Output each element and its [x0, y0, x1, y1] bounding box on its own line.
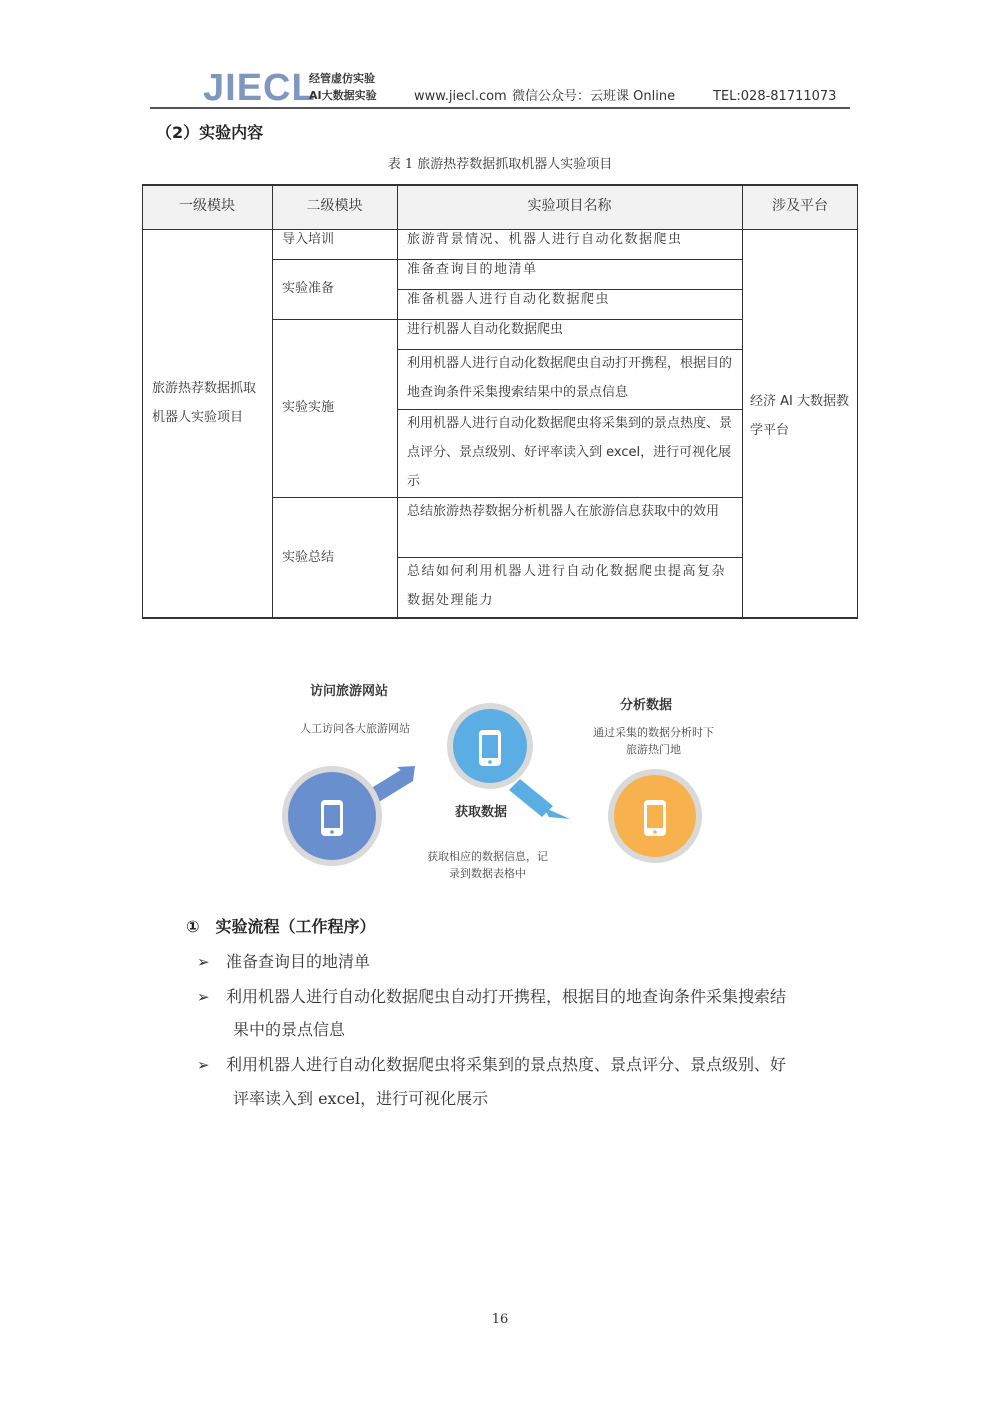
table-border-bottom [142, 617, 858, 619]
table-cell-group-implement: 实验实施 [282, 400, 335, 415]
table-rule [397, 409, 742, 410]
table-cell-project: 进行机器人自动化数据爬虫 [407, 322, 564, 337]
step2-description-line1: 获取相应的数据信息，记 [427, 850, 548, 863]
experiment-table [142, 184, 858, 618]
table-cell-project: 利用机器人进行自动化数据爬虫自动打开携程，根据目的地查询条件采集搜索结果中的景点信息 [407, 356, 733, 400]
smartphone-icon [479, 730, 501, 766]
table-rule [397, 184, 398, 618]
step1-title: 访问旅游网站 [310, 684, 389, 699]
table-cell-project: 准备机器人进行自动化数据爬虫 [407, 292, 611, 307]
process-heading-text: 实验流程（工作程序） [215, 917, 376, 936]
table-cell-group-import: 导入培训 [282, 232, 335, 247]
process-number: ① [186, 917, 200, 936]
table-rule [272, 497, 742, 498]
section-heading: （2）实验内容 [156, 123, 264, 142]
table-cell-platform: 经济 AI 大数据教学平台 [750, 394, 849, 438]
table-cell-group-prepare: 实验准备 [282, 281, 335, 296]
header-divider [150, 107, 850, 109]
header-wechat: 微信公众号：云班课 Online [512, 89, 676, 104]
table-cell-group-summary: 实验总结 [282, 549, 335, 565]
table-rule [142, 184, 143, 618]
table-rule [857, 184, 858, 618]
table-cell-project: 总结旅游热荐数据分析机器人在旅游信息获取中的效用 [407, 504, 720, 519]
step2-circle [447, 703, 533, 789]
table-rule [272, 184, 273, 618]
step3-title: 分析数据 [620, 698, 673, 713]
logo-subtitle-2: AI大数据实验 [309, 89, 377, 102]
bullet-arrow-icon: ➢ [197, 988, 210, 1006]
smartphone-icon [321, 800, 343, 836]
table-header-platform: 涉及平台 [742, 184, 858, 229]
process-diagram [280, 670, 720, 900]
header-tel: TEL:028-81711073 [713, 89, 837, 104]
table-cell-project: 利用机器人进行自动化数据爬虫将采集到的景点热度、景点评分、景点级别、好评率读入到 excel，进行可视化展示 [407, 416, 733, 489]
step1-circle [282, 766, 382, 866]
table-rule [272, 259, 742, 260]
process-item-line2: 果中的景点信息 [233, 1020, 346, 1039]
table-rule [272, 319, 742, 320]
step2-description-line2: 录到数据表格中 [449, 867, 526, 880]
page-number: 16 [491, 1312, 509, 1327]
table-header-project: 实验项目名称 [397, 184, 742, 229]
table-header-level2: 二级模块 [272, 184, 397, 229]
process-heading [186, 915, 376, 939]
table-header-level1: 一级模块 [142, 184, 272, 229]
step3-circle [608, 769, 702, 863]
step2-title: 获取数据 [455, 805, 508, 820]
table-rule [142, 229, 858, 230]
table-caption: 表 1 旅游热荐数据抓取机器人实验项目 [387, 157, 613, 172]
table-cell-level1: 旅游热荐数据抓取机器人实验项目 [152, 381, 257, 425]
company-logo: JIECL [203, 67, 316, 109]
bullet-arrow-icon: ➢ [197, 953, 210, 971]
table-border-top [142, 184, 858, 186]
header-website: www.jiecl.com [414, 89, 507, 104]
process-item-line1: 准备查询目的地清单 [226, 952, 371, 971]
smartphone-icon [644, 800, 666, 836]
step3-description-line2: 旅游热门地 [626, 743, 681, 756]
step1-description: 人工访问各大旅游网站 [300, 722, 410, 735]
process-item-line1: 利用机器人进行自动化数据爬虫将采集到的景点热度、景点评分、景点级别、好 [226, 1055, 787, 1074]
process-item-line2: 评率读入到 excel，进行可视化展示 [233, 1089, 489, 1108]
table-rule [742, 184, 743, 618]
process-item-line1: 利用机器人进行自动化数据爬虫自动打开携程，根据目的地查询条件采集搜索结 [226, 987, 787, 1006]
step3-description-line1: 通过采集的数据分析时下 [593, 726, 714, 739]
table-cell-project: 准备查询目的地清单 [407, 262, 538, 277]
table-cell-project: 旅游背景情况、机器人进行自动化数据爬虫 [407, 232, 683, 247]
table-rule [397, 349, 742, 350]
table-rule [397, 289, 742, 290]
table-cell-project: 总结如何利用机器人进行自动化数据爬虫提高复杂数据处理能力 [407, 564, 727, 608]
table-rule [397, 557, 742, 558]
bullet-arrow-icon: ➢ [197, 1056, 210, 1074]
logo-subtitle-1: 经管虚仿实验 [309, 72, 375, 85]
